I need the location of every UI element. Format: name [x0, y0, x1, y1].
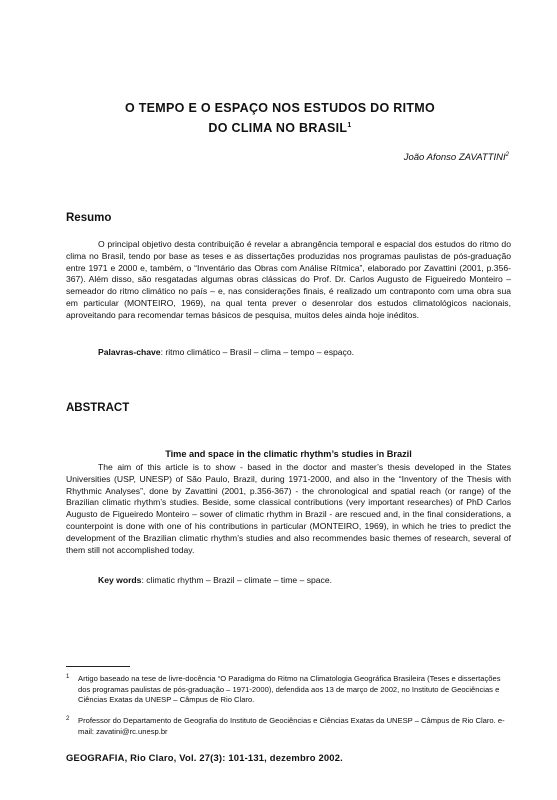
title-line-1: O TEMPO E O ESPAÇO NOS ESTUDOS DO RITMO	[124, 101, 436, 115]
abstract-keywords-text: : climatic rhythm – Brazil – climate – time – space.	[141, 575, 333, 585]
footnote-1-number: 1	[66, 674, 70, 680]
abstract-keywords-label: Key words	[98, 575, 142, 585]
footnote-2-number: 2	[66, 716, 70, 722]
author-footnote-mark: 2	[505, 152, 509, 158]
resumo-keywords-label: Palavras-chave	[98, 347, 161, 357]
title-line-2-text: DO CLIMA NO BRASIL	[208, 121, 348, 136]
abstract-keywords	[98, 575, 332, 585]
resumo-text: O principal objetivo desta contribuição é revelar a abrangência temporal e espacial dos estudos do ritmo do clima no Brasil, tendo por base as teses e as dissertações produzidas nos programas paulistas de pós-graduação entre 1971 e 2000 e, também, o “Inventário das Obras com Análise Rítmica”, elaborado por Zavattini (2001, p.356-367). Além disso, são resgatadas algumas obras clássicas do Prof. Dr. Carlos Augusto de Figueiredo Monteiro – semeador do ritmo climático no país – e, nas considerações finais, é realizado um contraponto com uma obra sua em particular (MONTEIRO, 1969), na qual tenta prever o desenrolar dos estudos climatológicos nacionais, aproveitando para recomendar temas básicos de pesquisa, muitos deles ainda hoje inéditos.	[66, 239, 511, 320]
abstract-subtitle: Time and space in the climatic rhythm’s studies in Brazil	[165, 449, 412, 459]
journal-citation: GEOGRAFIA, Rio Claro, Vol. 27(3): 101-131, dezembro 2002.	[66, 752, 343, 763]
title-footnote-mark: 1	[347, 122, 352, 129]
footnote-2	[66, 716, 511, 737]
author	[404, 152, 509, 163]
author-name: João Afonso ZAVATTINI	[403, 152, 506, 164]
title-line-2	[60, 117, 500, 137]
resumo-heading: Resumo	[66, 212, 112, 224]
abstract-text: The aim of this article is to show - based in the doctor and master’s thesis developed in the States Universities (USP, UNESP) of São Paulo, Brazil, during 1971-2000, and also in the “Inventory of the Thesis with Rhythmic Analyses”, done by Zavattini (2001, p.356-367) - the chronological and spatial reach (or range) of the Brazilian climatic rhythm’s studies. Beside, some classical contributions (very important researches) of PhD Carlos Augusto de Figueiredo Monteiro – sower of climatic rhythm in Brazil - are rescued and, in the final considerations, a counterpoint is done with one of his contributions in particular (MONTEIRO, 1969), in which he tries to predict the development of the Brazilian climatic rhythm’s studies and also recommendes basic themes of research, several of them still not accomplished today.	[66, 462, 511, 555]
footnote-separator	[66, 666, 130, 667]
footnote-1	[66, 674, 511, 706]
resumo-keywords	[98, 347, 354, 357]
resumo-keywords-text: : ritmo climático – Brasil – clima – tempo – espaço.	[160, 347, 355, 357]
article-title	[60, 100, 500, 137]
abstract-heading: ABSTRACT	[66, 402, 130, 414]
footnote-2-text: Professor do Departamento de Geografia do Instituto de Geociências e Ciências Exatas da UNESP – Câmpus de Rio Claro. e-mail: zavatini@rc.unesp.br	[78, 716, 505, 736]
footnote-1-text: Artigo baseado na tese de livre-docência “O Paradigma do Ritmo na Climatologia Geográfica Brasileira (Teses e dissertações dos programas paulistas de pós-graduação – 1971-2000), defendida aos 13 de março de 2002, no Instituto de Geociências e Ciências Exatas da UNESP – Câmpus de Rio Claro.	[78, 674, 501, 704]
